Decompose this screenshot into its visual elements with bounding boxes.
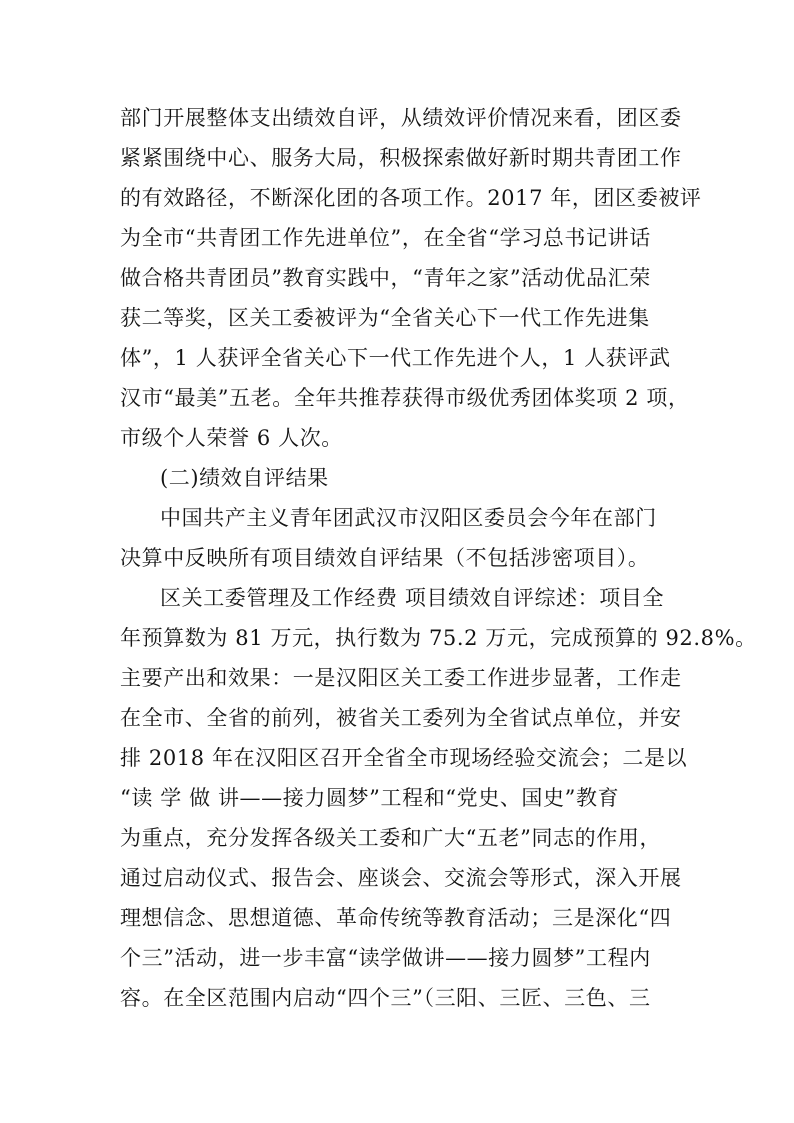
paragraph-line-20: 理想信念、思想道德、革命传统等教育活动；三是深化“四 — [120, 906, 672, 930]
paragraph-line-2: 紧紧围绕中心、服务大局，积极探索做好新时期共青团工作 — [120, 146, 682, 170]
paragraph-line-18: 为重点，充分发挥各级关工委和广大“五老”同志的作用， — [120, 826, 662, 850]
paragraph-line-15: 在全市、全省的前列，被省关工委列为全省试点单位，并安 — [120, 706, 682, 730]
paragraph-line-6: 获二等奖，区关工委被评为“全省关心下一代工作先进集 — [120, 306, 650, 330]
paragraph-line-17: “读 学 做 讲——接力圆梦”工程和“党史、国史”教育 — [120, 786, 620, 810]
paragraph-line-16: 排 2018 年在汉阳区召开全省全市现场经验交流会；二是以 — [120, 746, 688, 770]
paragraph-line-5: 做合格共青团员”教育实践中，“青年之家”活动优品汇荣 — [120, 266, 651, 290]
paragraph-line-12: 区关工委管理及工作经费 项目绩效自评综述：项目全 — [160, 586, 665, 610]
paragraph-line-7: 体”，1 人获评全省关心下一代工作先进个人，1 人获评武 — [120, 346, 671, 370]
section-heading: (二)绩效自评结果 — [160, 466, 329, 490]
paragraph-line-1: 部门开展整体支出绩效自评，从绩效评价情况来看，团区委 — [120, 106, 682, 130]
paragraph-line-4: 为全市“共青团工作先进单位”，在全省“学习总书记讲话 — [120, 226, 651, 250]
paragraph-line-14: 主要产出和效果：一是汉阳区关工委工作进步显著，工作走 — [120, 666, 682, 690]
paragraph-line-21: 个三”活动，进一步丰富“读学做讲——接力圆梦”工程内 — [120, 946, 651, 970]
paragraph-line-9: 市级个人荣誉 6 人次。 — [120, 426, 343, 450]
paragraph-line-8: 汉市“最美”五老。全年共推荐获得市级优秀团体奖项 2 项， — [120, 386, 690, 410]
paragraph-line-10: 中国共产主义青年团武汉市汉阳区委员会今年在部门 — [160, 506, 657, 530]
paragraph-line-3: 的有效路径，不断深化团的各项工作。2017 年，团区委被评 — [120, 186, 702, 210]
paragraph-line-11: 决算中反映所有项目绩效自评结果（不包括涉密项目）。 — [120, 546, 650, 570]
paragraph-line-19: 通过启动仪式、报告会、座谈会、交流会等形式，深入开展 — [120, 866, 682, 890]
paragraph-line-13: 年预算数为 81 万元，执行数为 75.2 万元，完成预算的 92.8%。 — [120, 626, 757, 650]
paragraph-line-22: 容。在全区范围内启动“四个三”（三阳、三匠、三色、三 — [120, 986, 651, 1010]
